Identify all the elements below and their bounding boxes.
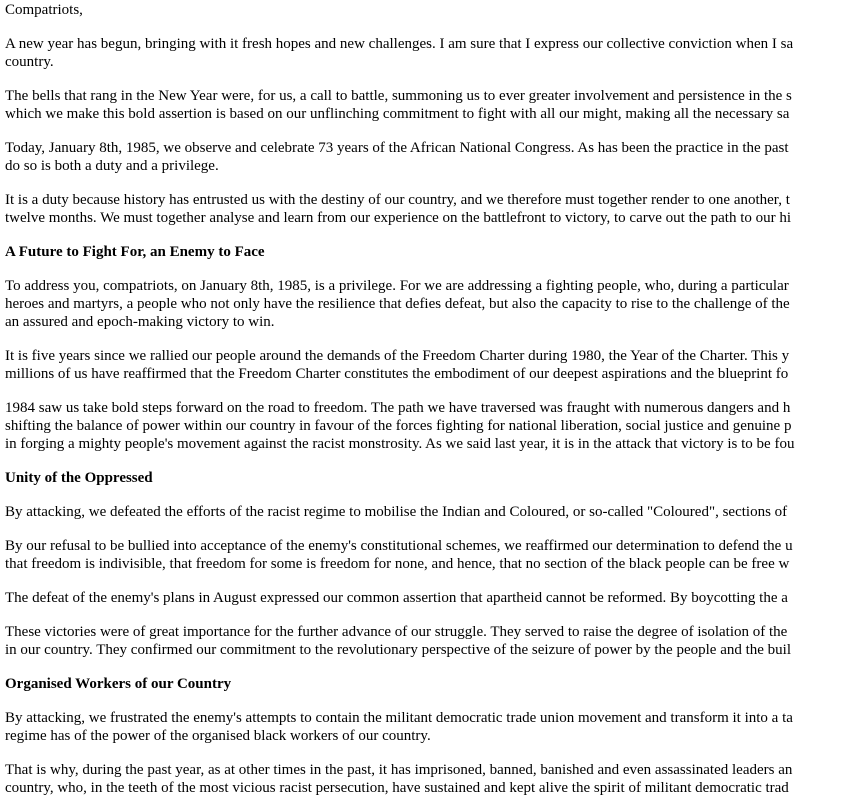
paragraph-4 [5,191,791,227]
paragraph-9 [5,537,793,573]
paragraph-line: country. [5,54,54,70]
paragraph-line: do so is both a duty and a privilege. [5,158,219,174]
paragraph-7 [5,399,794,453]
paragraph-line: heroes and martyrs, a people who not only have the resilience that defies defeat, but also the capacity to rise to the challenge of the [5,296,790,312]
paragraph-line: The defeat of the enemy's plans in August expressed our common assertion that apartheid cannot be reformed. By boycotting the a [5,590,788,606]
paragraph-line: A new year has begun, bringing with it fresh hopes and new challenges. I am sure that I express our collective conviction when I sa [5,36,794,52]
paragraph-1 [5,35,793,71]
paragraph-line: which we make this bold assertion is based on our unflinching commitment to fight with all our might, making all the necessary sa [5,106,790,122]
paragraph-2 [5,87,792,123]
paragraph-3 [5,139,789,175]
paragraph-line: twelve months. We must together analyse and learn from our experience on the battlefront to victory, to carve out the path to our hi [5,210,792,226]
paragraph-line: millions of us have reaffirmed that the Freedom Charter constitutes the embodiment of our deepest aspirations and the blueprint fo [5,366,789,382]
paragraph-line: an assured and epoch-making victory to win. [5,314,275,330]
paragraph-line: By attacking, we defeated the efforts of the racist regime to mobilise the Indian and Coloured, or so-called "Coloured", sections of [5,504,788,520]
paragraph-line: that freedom is indivisible, that freedom for some is freedom for none, and hence, that no section of the black people can be free w [5,556,790,572]
paragraph-line: regime has of the power of the organised black workers of our country. [5,728,431,744]
paragraph-13 [5,761,792,797]
paragraph-line: By attacking, we frustrated the enemy's attempts to contain the militant democratic trade union movement and transform it into a ta [5,710,793,726]
paragraph-line: country, who, in the teeth of the most vicious racist persecution, have sustained and kept alive the spirit of militant democratic trad [5,780,789,796]
paragraph-line: The bells that rang in the New Year were, for us, a call to battle, summoning us to ever greater involvement and persistence in the s [5,88,792,104]
paragraph-5 [5,277,790,331]
paragraph-8 [5,503,787,521]
paragraph-12 [5,709,793,745]
paragraph-line: in our country. They confirmed our commitment to the revolutionary perspective of the seizure of power by the people and the buil [5,642,792,658]
paragraph-line: Today, January 8th, 1985, we observe and celebrate 73 years of the African National Congress. As has been the practice in the past [5,140,789,156]
paragraph-line: shifting the balance of power within our country in favour of the forces fighting for national liberation, social justice and genuine p [5,418,792,434]
paragraph-11 [5,623,791,659]
salutation: Compatriots, [5,2,83,18]
paragraph-line: To address you, compatriots, on January 8th, 1985, is a privilege. For we are addressing a fighting people, who, during a particular [5,278,789,294]
paragraph-line: It is a duty because history has entrusted us with the destiny of our country, and we therefore must together render to one another, t [5,192,790,208]
paragraph-line: These victories were of great importance for the further advance of our struggle. They served to raise the degree of isolation of the [5,624,788,640]
section-heading: Organised Workers of our Country [5,676,232,692]
paragraph-line: It is five years since we rallied our people around the demands of the Freedom Charter during 1980, the Year of the Charter. This y [5,348,790,364]
paragraph-10 [5,589,788,607]
section-heading: A Future to Fight For, an Enemy to Face [5,244,265,260]
paragraph-line: That is why, during the past year, as at other times in the past, it has imprisoned, banned, banished and even assassinated leaders an [5,762,793,778]
section-heading: Unity of the Oppressed [5,470,153,486]
paragraph-6 [5,347,789,383]
paragraph-line: By our refusal to be bullied into acceptance of the enemy's constitutional schemes, we reaffirmed our determination to defend the u [5,538,793,554]
paragraph-line: 1984 saw us take bold steps forward on the road to freedom. The path we have traversed was fraught with numerous dangers and h [5,400,791,416]
paragraph-line: in forging a mighty people's movement against the racist monstrosity. As we said last year, it is in the attack that victory is to be fou [5,436,795,452]
